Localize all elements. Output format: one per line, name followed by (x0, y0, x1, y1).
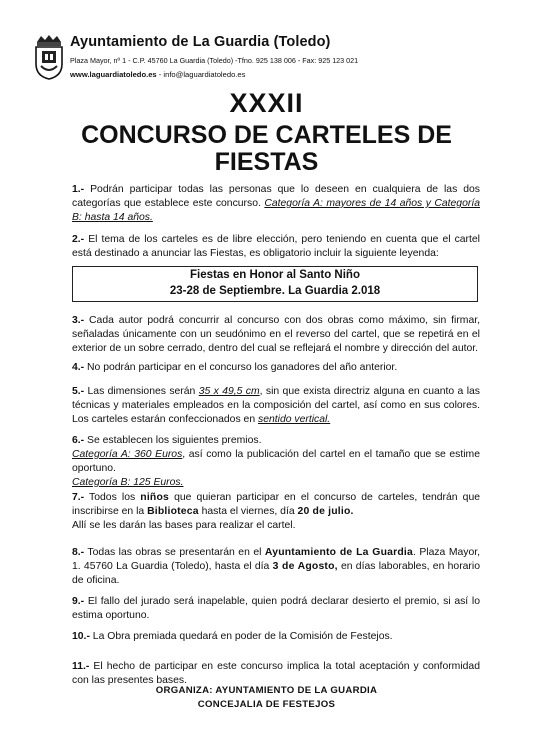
rule-text: Todos los (84, 492, 141, 503)
categories-text: Categoría A: mayores de 14 años y Categoría B: hasta 14 años. (72, 198, 480, 223)
rule-text: Todas las obras se presentarán en el (84, 547, 265, 558)
rule-text: El hecho de participar en este concurso implica la total aceptación y conformidad con las presentes bases. (72, 661, 480, 686)
kids-text: niños (140, 492, 169, 503)
rule-4 (72, 361, 480, 375)
rule-text-cont-2: en días laborables, en horario de oficina. (72, 561, 480, 586)
rule-11 (72, 660, 480, 688)
rule-number: 8.- (72, 547, 85, 558)
title-line-1: CONCURSO DE CARTELES DE (81, 121, 452, 149)
rule-number: 5.- (72, 386, 85, 397)
rule-10 (72, 630, 480, 644)
rule-number: 7.- (72, 492, 85, 503)
coat-of-arms-icon (33, 34, 65, 80)
rule-text: Se establecen los siguientes premios. (84, 435, 262, 446)
organizer-line: ORGANIZA: AYUNTAMIENTO DE LA GUARDIA (155, 685, 378, 696)
prize-category-a: Categoría A: 360 Euros (72, 449, 183, 460)
rule-7 (72, 491, 480, 533)
rule-number: 4.- (72, 362, 85, 373)
library-text: Biblioteca (147, 506, 199, 517)
rule-9 (72, 595, 480, 623)
rule-text: No podrán participar en el concurso los ganadores del año anterior. (84, 362, 398, 373)
deadline-date: 20 de julio. (297, 506, 354, 517)
email-link[interactable]: - info@laguardiatoledo.es (156, 70, 246, 79)
rule-5 (72, 385, 480, 427)
rule-1 (72, 183, 480, 225)
rule-text: El tema de los carteles es de libre elección, pero teniendo en cuenta que el cartel está destinado a anunciar las Fiestas, es obligatorio incluir la siguiente leyenda: (72, 234, 480, 259)
legend-line-2: 23-28 de Septiembre. La Guardia 2.018 (169, 285, 381, 297)
rule-text-cont: . Plaza Mayor, 1. 45760 La Guardia (Toledo), hasta el día (72, 547, 480, 572)
rule-text: Podrán participar todas las personas que lo deseen en cualquiera de las dos categorías que establece este concurso. (72, 184, 480, 209)
header-title: Ayuntamiento de La Guardia (Toledo) (70, 34, 331, 50)
prize-category-a-desc: , así como la publicación del cartel en el tamaño que se estime oportuno. (72, 449, 480, 474)
header-address: Plaza Mayor, nº 1 - C.P. 45760 La Guardia (Toledo) -Tfno. 925 138 006 - Fax: 925 123 021 (70, 56, 359, 65)
legend-line-1: Fiestas en Honor al Santo Niño (190, 269, 360, 281)
rule-3 (72, 314, 480, 356)
required-legend-box (72, 266, 478, 302)
submission-date: 3 de Agosto, (272, 561, 338, 572)
rule-text: El fallo del jurado será inapelable, quien podrá declarar desierto el premio, si así lo estima oportuno. (72, 596, 480, 621)
rule-number: 1.- (72, 184, 85, 195)
rule-number: 3.- (72, 315, 85, 326)
rule-number: 2.- (72, 234, 85, 245)
rule-text-cont-2: hasta el viernes, día (198, 506, 298, 517)
dimensions-text: 35 x 49,5 cm (198, 386, 260, 397)
rule-2 (72, 233, 480, 261)
website-link[interactable]: www.laguardiatoledo.es (70, 70, 157, 79)
organizer-department: CONCEJALIA DE FESTEJOS (197, 699, 336, 710)
rule-text: Cada autor podrá concurrir al concurso con dos obras como máximo, sin firmar, señaladas únicamente con un seudónimo en el reverso del cartel, que se repetirá en el exterior de un sobre cerrado, dentro del cual se reflejará el nombre y dirección del autor. (72, 315, 480, 354)
title-roman-numeral: XXXII (229, 88, 304, 118)
rule-text: Las dimensiones serán (84, 386, 199, 397)
rule-number: 10.- (72, 631, 90, 642)
rule-6 (72, 434, 480, 490)
header-contact (70, 70, 245, 79)
rule-text: La Obra premiada quedará en poder de la Comisión de Festejos. (89, 631, 393, 642)
prize-category-b: Categoría B: 125 Euros. (72, 477, 184, 488)
rule-text-footer: Allí se les darán las bases para realizar el cartel. (72, 520, 296, 531)
orientation-text: sentido vertical. (258, 414, 331, 425)
title-line-2: FIESTAS (214, 148, 319, 176)
rule-number: 6.- (72, 435, 85, 446)
rule-8 (72, 546, 480, 588)
rule-number: 9.- (72, 596, 85, 607)
rule-text-cont: que quieran participar en el concurso de carteles, tendrán que inscribirse en la (72, 492, 480, 517)
rule-text-cont: , sin que exista directriz alguna en cuanto a las técnicas y materiales empleados en la composición del cartel, así como en sus colores. Los carteles estarán confeccionados en (72, 386, 480, 425)
town-hall-text: Ayuntamiento de La Guardia (264, 547, 413, 558)
rule-number: 11.- (72, 661, 90, 672)
